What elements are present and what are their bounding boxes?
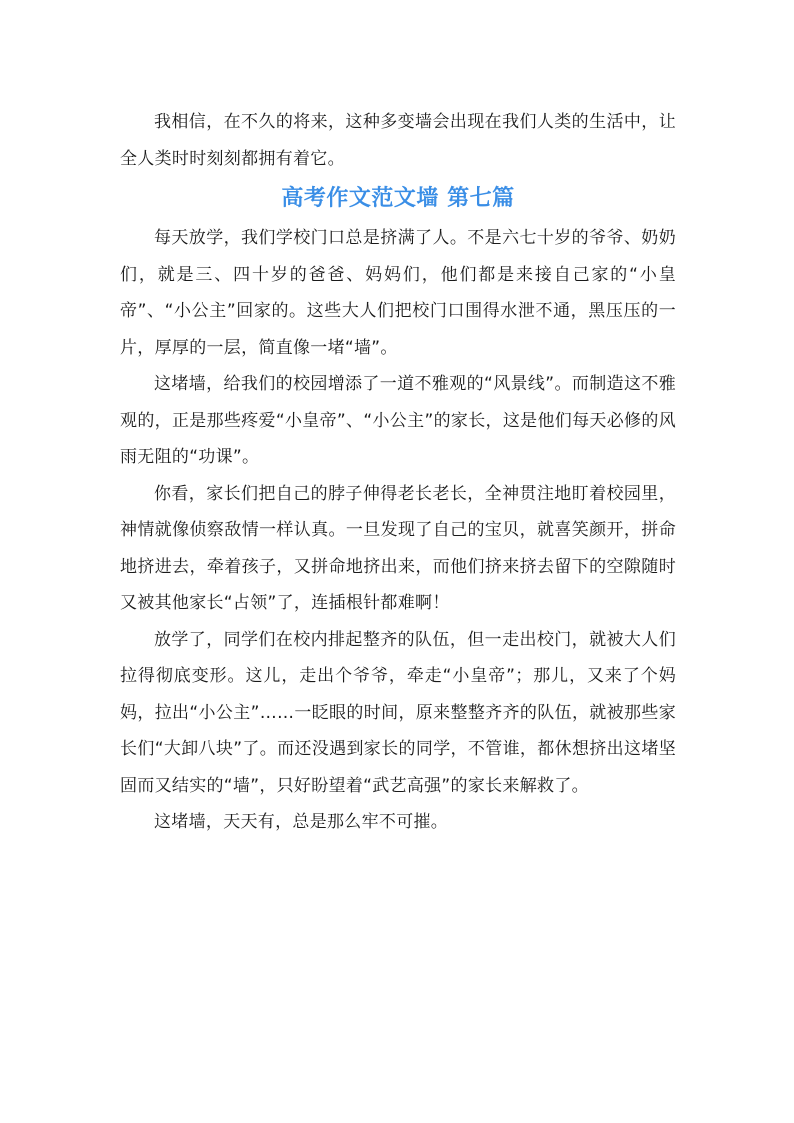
paragraph-1: 每天放学，我们学校门口总是挤满了人。不是六七十岁的爷爷、奶奶们，就是三、四十岁的爸爸、妈妈们，他们都是来接自己家的“小皇帝”、“小公主”回家的。这些大人们把校门口围得水泄不通，黑压压的一片，厚厚的一层，简直像一堵“墙”。	[120, 228, 676, 358]
paragraph-2: 这堵墙，给我们的校园增添了一道不雅观的“风景线”。而制造这不雅观的，正是那些疼爱“小皇帝”、“小公主”的家长，这是他们每天必修的风雨无阻的“功课”。	[120, 374, 676, 467]
paragraph-5: 这堵墙，天天有，总是那么牢不可摧。	[154, 812, 449, 832]
section-title: 高考作文范文墙 第七篇	[281, 186, 515, 211]
intro-paragraph: 我相信，在不久的将来，这种多变墙会出现在我们人类的生活中，让全人类时时刻刻都拥有着它。	[120, 112, 676, 169]
paragraph-3: 你看，家长们把自己的脖子伸得老长老长，全神贯注地盯着校园里，神情就像侦察敌情一样认真。一旦发现了自己的宝贝，就喜笑颜开，拼命地挤进去，牵着孩子，又拼命地挤出来，而他们挤来挤去留下的空隙随时又被其他家长“占领”了，连插根针都难啊！	[120, 483, 676, 613]
document-body	[120, 104, 676, 841]
paragraph-4: 放学了，同学们在校内排起整齐的队伍，但一走出校门，就被大人们拉得彻底变形。这儿，走出个爷爷，牵走“小皇帝”；那儿，又来了个妈妈，拉出“小公主”……一眨眼的时间，原来整整齐齐的队伍，就被那些家长们“大卸八块”了。而还没遇到家长的同学，不管谁，都休想挤出这堵坚固而又结实的“墙”，只好盼望着“武艺高强”的家长来解救了。	[120, 629, 676, 796]
